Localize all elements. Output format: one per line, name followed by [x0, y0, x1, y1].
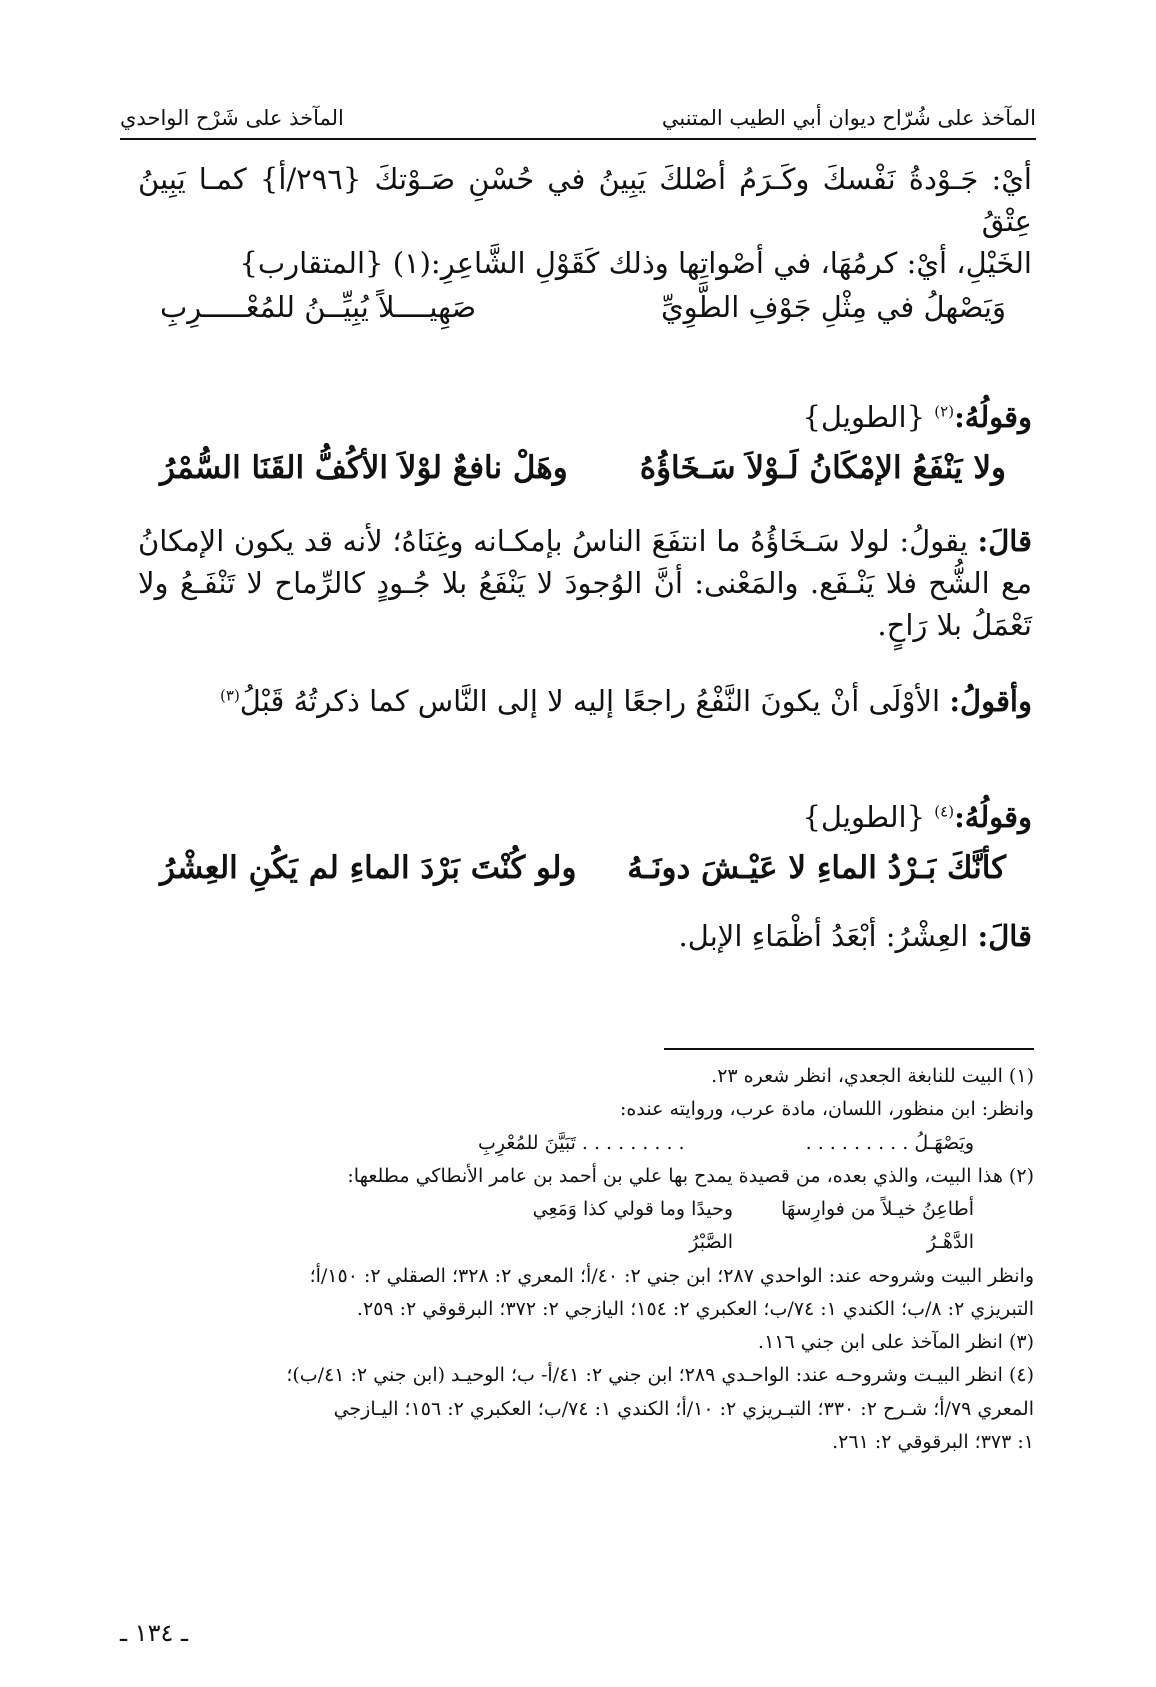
qala-label: قالَ:	[977, 919, 1032, 953]
paragraph-commentary	[138, 915, 1032, 957]
verse-second-hemistich: . . . . . . . . . تَبَيَّنَ للمُعْرِبِ	[478, 1131, 685, 1154]
footnote-4-cont: المعري ٧٩/أ؛ شـرح ٢: ٣٣٠؛ التبـريزي ٢: ١٠/أ؛ الكندي ١: ٧٤/ب؛ العكبري ٢: ١٥٦؛ اليـازجي	[333, 1397, 1034, 1420]
verse-second-hemistich: ولو كُنْتَ بَرْدَ الماءِ لم يَكُنِ العِشْرُ	[160, 850, 577, 886]
poem-verse	[160, 850, 1006, 886]
verse-second-hemistich: وحيدًا وما قولي كذا وَمَعِي الصَّبْرُ	[532, 1198, 733, 1254]
footnote-ref: (٣)	[220, 686, 240, 705]
footnote-2-verse	[128, 1193, 1034, 1260]
commentary-text: يقولُ: لولا سَـخَاؤُهُ ما انتفَعَ الناسُ بإمكـانه وغِنَاهُ؛ لأنه قد يكون الإمكانُ مع الشُّح فلا يَنْـفَع. والمَعْنى: أنَّ الوُجودَ لا يَنْفَعُ بلا جُـودٍ كالرِّماح لا تَنْفَـعُ ولا تَعْمَلُ بلا رَاحٍ.	[138, 524, 1032, 643]
footnotes	[128, 1060, 1034, 1459]
footnote-1-cont: وانظر: ابن منظور، اللسان، مادة عرب، وروايته عنده:	[620, 1098, 1034, 1121]
footnote-ref: (٤)	[934, 802, 955, 821]
footnote-1-verse	[128, 1127, 1034, 1160]
paragraph-author-note	[138, 680, 1032, 722]
footnote-separator	[664, 1048, 1034, 1050]
footnote-4: (٤) انظر البيـت وشروحـه عند: الواحـدي ٢٨٩؛ ابن جني ٢: ٤١/أ- ب؛ الوحيـد (ابن جني ٢: ٤١/ب)؛	[286, 1364, 1034, 1387]
footnote-3: (٣) انظر المآخذ على ابن جني ١١٦.	[758, 1331, 1034, 1353]
footnote-2-cont: التبريزي ٢: ٨/ب؛ الكندي ١: ٧٤/ب؛ العكبري ٢: ١٥٤؛ اليازجي ٢: ٣٧٢؛ البرقوقي ٢: ٢٥٩.	[356, 1297, 1034, 1320]
aqul-label: وأقولُ:	[949, 684, 1032, 718]
footnote-2-cont: وانظر البيت وشروحه عند: الواحدي ٢٨٧؛ ابن جني ٢: ٤٠/أ؛ المعري ٢: ٣٢٨؛ الصقلي ٢: ١٥٠/أ؛	[309, 1264, 1034, 1287]
author-note-text: الأوْلَى أنْ يكونَ النَّفْعُ راجعًا إليه لا إلى النَّاس كما ذكرتُهُ قَبْلُ	[239, 684, 950, 718]
verse-heading	[802, 400, 1032, 434]
verse-heading	[802, 800, 1032, 834]
poem-verse-quoted	[160, 290, 1006, 324]
verse-first-hemistich: كأنَّكَ بَـرْدُ الماءِ لا عَيْـشَ دونَـهُ	[627, 850, 1006, 886]
commentary-text: العِشْرُ: أبْعَدُ أظْمَاءِ الإبل.	[678, 919, 978, 953]
heading-label: وقولُهُ:	[954, 800, 1032, 834]
meter-name: {الطويل}	[802, 400, 926, 434]
footnote-ref: (٢)	[934, 402, 955, 421]
verse-first-hemistich: ويَصْهَـلُ . . . . . . . . .	[805, 1131, 974, 1154]
heading-label: وقولُهُ:	[954, 400, 1032, 434]
header-chapter-title: المآخذ على شَرْح الواحدي	[120, 106, 344, 130]
footnote-1: (١) البيت للنابغة الجعدي، انظر شعره ٢٣.	[711, 1065, 1034, 1087]
qala-label: قالَ:	[977, 524, 1032, 558]
verse-first-hemistich: ولا يَنْفَعُ الإمْكَانُ لَـوْلاَ سَـخَاؤُهُ	[639, 450, 1006, 486]
verse-first-hemistich: أطاعِنُ خيـلاً من فوارِسهَا الدَّهْـرُ	[781, 1198, 974, 1254]
paragraph-commentary	[138, 520, 1032, 646]
footnote-2: (٢) هذا البيت، والذي بعده، من قصيدة يمدح بها علي بن أحمد بن عامر الأنطاكي مطلعها:	[347, 1164, 1034, 1187]
verse-second-hemistich: صَهِيــــلاً يُبِيِّــنُ للمُعْـــــرِبِ	[160, 290, 477, 324]
text-line: الخَيْلِ، أيْ: كرمُهَا، في أصْواتِها وذلك كَقَوْلِ الشَّاعِرِ:(١) {المتقارب}	[239, 246, 1032, 281]
text-line: أيْ: جَـوْدةُ نَفْسكَ وكَـرَمُ أصْلكَ يَبِينُ في حُسْنِ صَـوْتكَ {٢٩٦/أ} كمـا يَبِينُ عِتْقُ	[138, 162, 1032, 239]
meter-name: {الطويل}	[802, 800, 926, 834]
paragraph-explanation	[138, 158, 1032, 284]
verse-first-hemistich: وَيَصْهلُ في مِثْلِ جَوْفِ الطَّوِيِّ	[660, 290, 1006, 324]
page-number: ـ ١٣٤ ـ	[120, 1619, 189, 1647]
running-header	[120, 86, 1036, 140]
poem-verse	[160, 450, 1006, 486]
footnote-4-cont: ١: ٣٧٣؛ البرقوقي ٢: ٢٦١.	[832, 1430, 1034, 1453]
header-book-title: المآخذ على شُرّاح ديوان أبي الطيب المتنبي	[661, 106, 1036, 130]
verse-second-hemistich: وهَلْ نافعٌ لوْلاَ الأكُفُّ القَنَا السُّمْرُ	[160, 450, 568, 486]
